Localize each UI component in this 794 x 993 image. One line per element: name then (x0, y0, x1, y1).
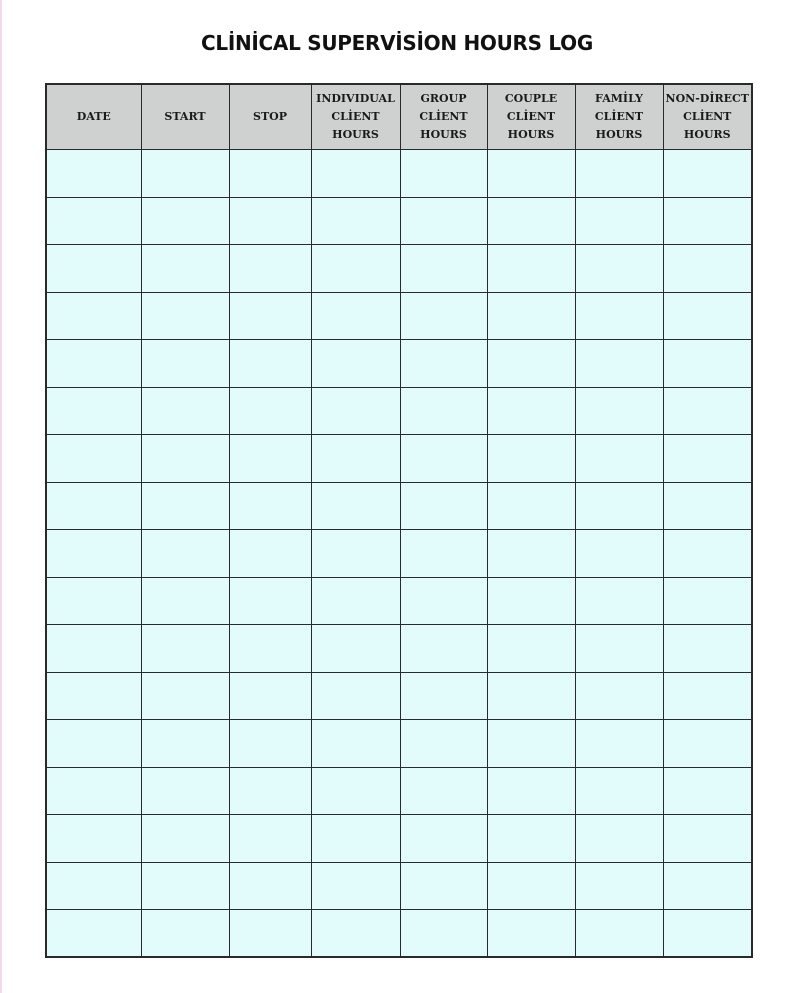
group-hours-cell[interactable] (400, 672, 487, 720)
individual-hours-cell[interactable] (311, 625, 400, 673)
couple-hours-cell[interactable] (487, 292, 575, 340)
date-cell[interactable] (46, 387, 141, 435)
table-row (46, 150, 752, 198)
date-cell[interactable] (46, 150, 141, 198)
group-hours-cell[interactable] (400, 910, 487, 958)
date-cell[interactable] (46, 435, 141, 483)
date-cell[interactable] (46, 862, 141, 910)
couple-hours-cell[interactable] (487, 245, 575, 293)
individual-hours-cell[interactable] (311, 720, 400, 768)
family-hours-cell[interactable] (575, 862, 663, 910)
family-hours-cell[interactable] (575, 815, 663, 863)
stop-cell[interactable] (229, 292, 311, 340)
header-non-direct-client-hours: NON-DİRECT CLİENT HOURS (663, 84, 752, 150)
group-hours-cell[interactable] (400, 767, 487, 815)
page-edge (0, 0, 2, 993)
non-direct-hours-cell[interactable] (663, 577, 752, 625)
family-hours-cell[interactable] (575, 387, 663, 435)
non-direct-hours-cell[interactable] (663, 767, 752, 815)
non-direct-hours-cell[interactable] (663, 197, 752, 245)
couple-hours-cell[interactable] (487, 340, 575, 388)
date-cell[interactable] (46, 815, 141, 863)
table-row (46, 482, 752, 530)
group-hours-cell[interactable] (400, 862, 487, 910)
family-hours-cell[interactable] (575, 767, 663, 815)
table-row (46, 577, 752, 625)
couple-hours-cell[interactable] (487, 625, 575, 673)
page-title: CLİNİCAL SUPERVİSİON HOURS LOG (201, 31, 593, 55)
log-body (46, 150, 752, 958)
couple-hours-cell[interactable] (487, 720, 575, 768)
non-direct-hours-cell[interactable] (663, 340, 752, 388)
table-row (46, 387, 752, 435)
couple-hours-cell[interactable] (487, 197, 575, 245)
date-cell[interactable] (46, 625, 141, 673)
family-hours-cell[interactable] (575, 720, 663, 768)
non-direct-hours-cell[interactable] (663, 862, 752, 910)
stop-cell[interactable] (229, 482, 311, 530)
non-direct-hours-cell[interactable] (663, 482, 752, 530)
individual-hours-cell[interactable] (311, 482, 400, 530)
date-cell[interactable] (46, 767, 141, 815)
non-direct-hours-cell[interactable] (663, 435, 752, 483)
family-hours-cell[interactable] (575, 150, 663, 198)
individual-hours-cell[interactable] (311, 292, 400, 340)
couple-hours-cell[interactable] (487, 387, 575, 435)
non-direct-hours-cell[interactable] (663, 387, 752, 435)
table-row (46, 197, 752, 245)
date-cell[interactable] (46, 720, 141, 768)
individual-hours-cell[interactable] (311, 340, 400, 388)
group-hours-cell[interactable] (400, 245, 487, 293)
date-cell[interactable] (46, 672, 141, 720)
header-group-client-hours: GROUP CLİENT HOURS (400, 84, 487, 150)
stop-cell[interactable] (229, 577, 311, 625)
table-row (46, 910, 752, 958)
group-hours-cell[interactable] (400, 197, 487, 245)
start-cell[interactable] (141, 387, 229, 435)
group-hours-cell[interactable] (400, 530, 487, 578)
table-row (46, 815, 752, 863)
stop-cell[interactable] (229, 150, 311, 198)
table-row (46, 292, 752, 340)
group-hours-cell[interactable] (400, 815, 487, 863)
individual-hours-cell[interactable] (311, 435, 400, 483)
table-row (46, 435, 752, 483)
group-hours-cell[interactable] (400, 387, 487, 435)
table-row (46, 245, 752, 293)
header-family-client-hours: FAMİLY CLİENT HOURS (575, 84, 663, 150)
stop-cell[interactable] (229, 197, 311, 245)
stop-cell[interactable] (229, 625, 311, 673)
start-cell[interactable] (141, 292, 229, 340)
non-direct-hours-cell[interactable] (663, 625, 752, 673)
couple-hours-cell[interactable] (487, 672, 575, 720)
header-start: START (141, 84, 229, 150)
non-direct-hours-cell[interactable] (663, 292, 752, 340)
start-cell[interactable] (141, 482, 229, 530)
individual-hours-cell[interactable] (311, 577, 400, 625)
group-hours-cell[interactable] (400, 340, 487, 388)
non-direct-hours-cell[interactable] (663, 910, 752, 958)
group-hours-cell[interactable] (400, 720, 487, 768)
date-cell[interactable] (46, 482, 141, 530)
header-date: DATE (46, 84, 141, 150)
start-cell[interactable] (141, 767, 229, 815)
start-cell[interactable] (141, 910, 229, 958)
stop-cell[interactable] (229, 767, 311, 815)
individual-hours-cell[interactable] (311, 862, 400, 910)
couple-hours-cell[interactable] (487, 150, 575, 198)
date-cell[interactable] (46, 577, 141, 625)
date-cell[interactable] (46, 340, 141, 388)
start-cell[interactable] (141, 150, 229, 198)
table-row (46, 767, 752, 815)
table-row (46, 340, 752, 388)
individual-hours-cell[interactable] (311, 197, 400, 245)
family-hours-cell[interactable] (575, 530, 663, 578)
family-hours-cell[interactable] (575, 340, 663, 388)
date-cell[interactable] (46, 910, 141, 958)
family-hours-cell[interactable] (575, 482, 663, 530)
stop-cell[interactable] (229, 435, 311, 483)
start-cell[interactable] (141, 530, 229, 578)
start-cell[interactable] (141, 340, 229, 388)
couple-hours-cell[interactable] (487, 530, 575, 578)
stop-cell[interactable] (229, 387, 311, 435)
table-row (46, 720, 752, 768)
group-hours-cell[interactable] (400, 577, 487, 625)
family-hours-cell[interactable] (575, 292, 663, 340)
group-hours-cell[interactable] (400, 435, 487, 483)
individual-hours-cell[interactable] (311, 245, 400, 293)
table-row (46, 672, 752, 720)
couple-hours-cell[interactable] (487, 815, 575, 863)
family-hours-cell[interactable] (575, 435, 663, 483)
couple-hours-cell[interactable] (487, 862, 575, 910)
start-cell[interactable] (141, 625, 229, 673)
start-cell[interactable] (141, 435, 229, 483)
date-cell[interactable] (46, 245, 141, 293)
header-individual-client-hours: INDIVIDUAL CLİENT HOURS (311, 84, 400, 150)
start-cell[interactable] (141, 720, 229, 768)
individual-hours-cell[interactable] (311, 672, 400, 720)
family-hours-cell[interactable] (575, 197, 663, 245)
header-couple-client-hours: COUPLE CLİENT HOURS (487, 84, 575, 150)
stop-cell[interactable] (229, 862, 311, 910)
non-direct-hours-cell[interactable] (663, 245, 752, 293)
start-cell[interactable] (141, 245, 229, 293)
table-row (46, 530, 752, 578)
non-direct-hours-cell[interactable] (663, 150, 752, 198)
start-cell[interactable] (141, 577, 229, 625)
individual-hours-cell[interactable] (311, 530, 400, 578)
stop-cell[interactable] (229, 720, 311, 768)
family-hours-cell[interactable] (575, 910, 663, 958)
couple-hours-cell[interactable] (487, 577, 575, 625)
date-cell[interactable] (46, 530, 141, 578)
family-hours-cell[interactable] (575, 672, 663, 720)
group-hours-cell[interactable] (400, 150, 487, 198)
stop-cell[interactable] (229, 530, 311, 578)
family-hours-cell[interactable] (575, 625, 663, 673)
individual-hours-cell[interactable] (311, 150, 400, 198)
couple-hours-cell[interactable] (487, 767, 575, 815)
individual-hours-cell[interactable] (311, 815, 400, 863)
stop-cell[interactable] (229, 815, 311, 863)
header-stop: STOP (229, 84, 311, 150)
individual-hours-cell[interactable] (311, 910, 400, 958)
header-row (46, 84, 752, 150)
stop-cell[interactable] (229, 910, 311, 958)
start-cell[interactable] (141, 197, 229, 245)
start-cell[interactable] (141, 672, 229, 720)
table-row (46, 625, 752, 673)
non-direct-hours-cell[interactable] (663, 672, 752, 720)
family-hours-cell[interactable] (575, 245, 663, 293)
non-direct-hours-cell[interactable] (663, 815, 752, 863)
non-direct-hours-cell[interactable] (663, 720, 752, 768)
group-hours-cell[interactable] (400, 292, 487, 340)
stop-cell[interactable] (229, 245, 311, 293)
family-hours-cell[interactable] (575, 577, 663, 625)
date-cell[interactable] (46, 197, 141, 245)
start-cell[interactable] (141, 815, 229, 863)
stop-cell[interactable] (229, 340, 311, 388)
non-direct-hours-cell[interactable] (663, 530, 752, 578)
stop-cell[interactable] (229, 672, 311, 720)
start-cell[interactable] (141, 862, 229, 910)
couple-hours-cell[interactable] (487, 482, 575, 530)
supervision-log-table (45, 83, 753, 958)
individual-hours-cell[interactable] (311, 387, 400, 435)
group-hours-cell[interactable] (400, 625, 487, 673)
table-row (46, 862, 752, 910)
date-cell[interactable] (46, 292, 141, 340)
group-hours-cell[interactable] (400, 482, 487, 530)
individual-hours-cell[interactable] (311, 767, 400, 815)
couple-hours-cell[interactable] (487, 435, 575, 483)
couple-hours-cell[interactable] (487, 910, 575, 958)
